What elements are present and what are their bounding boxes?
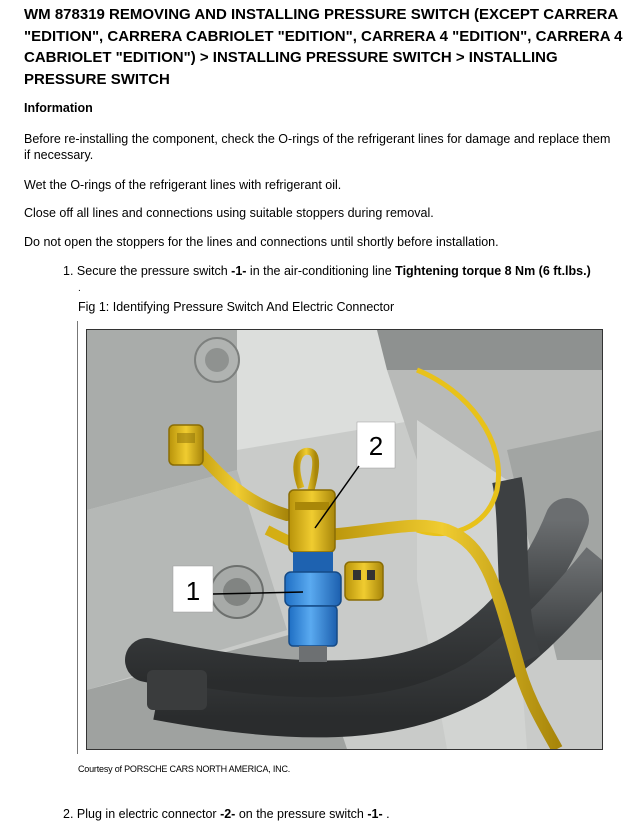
electric-connector [289,490,335,552]
step-1 [63,263,623,279]
electric-connector [295,502,329,510]
left-connector [177,433,195,443]
info-paragraph: Do not open the stoppers for the lines and connections until shortly before installation. [24,235,499,249]
base-fitting [147,670,207,710]
trailing-mark: . [78,283,81,294]
part-reference: -2- [220,807,236,821]
step-text: Plug in electric connector [76,807,221,821]
step-number: 1. [63,264,74,278]
step-2 [63,806,623,822]
figure-illustration [86,329,603,750]
side-connector [353,570,361,580]
info-paragraph: Wet the O-rings of the refrigerant lines with refrigerant oil. [24,178,342,192]
callout-number-2: 2 [368,431,384,461]
callout-number-1: 1 [185,576,201,606]
part-reference: -1- [231,264,247,278]
info-paragraph: Before re-installing the component, check the O-rings of the refrigerant lines for damage and replace them if necessary. [24,132,611,162]
info-paragraph: Close off all lines and connections using suitable stoppers during removal. [24,206,434,220]
bolt [205,348,229,372]
step-text: Secure the pressure switch [76,264,232,278]
pressure-switch-illustration [87,330,602,749]
left-connector [169,425,203,465]
side-connector [367,570,375,580]
section-heading: Information [24,101,93,115]
pressure-switch [285,572,341,606]
torque-spec: Tightening torque 8 Nm (6 ft.lbs.) [395,264,591,278]
figure-caption: Fig 1: Identifying Pressure Switch And Electric Connector [78,300,395,314]
switch-fitting [299,646,327,662]
step-text: in the air-conditioning line [246,264,396,278]
figure-credit: Courtesy of PORSCHE CARS NORTH AMERICA, INC. [78,764,291,774]
step-text: on the pressure switch [235,807,368,821]
page-title: WM 878319 REMOVING AND INSTALLING PRESSURE SWITCH (EXCEPT CARRERA "EDITION", CARRERA CABRIOLET "EDITION", CARRERA 4 "EDITION", CARRERA 4 CABRIOLET "EDITION") > INSTALLING PRESSURE SWITCH > INSTALLING PRESSURE SWITCH [24,6,623,88]
figure-rule [77,321,78,754]
step-text: . [382,807,390,821]
side-connector [345,562,383,600]
bolt [223,578,251,606]
part-reference: -1- [367,807,383,821]
step-number: 2. [63,807,74,821]
panel [377,330,602,370]
pressure-switch [289,606,337,646]
pressure-switch [293,552,333,572]
